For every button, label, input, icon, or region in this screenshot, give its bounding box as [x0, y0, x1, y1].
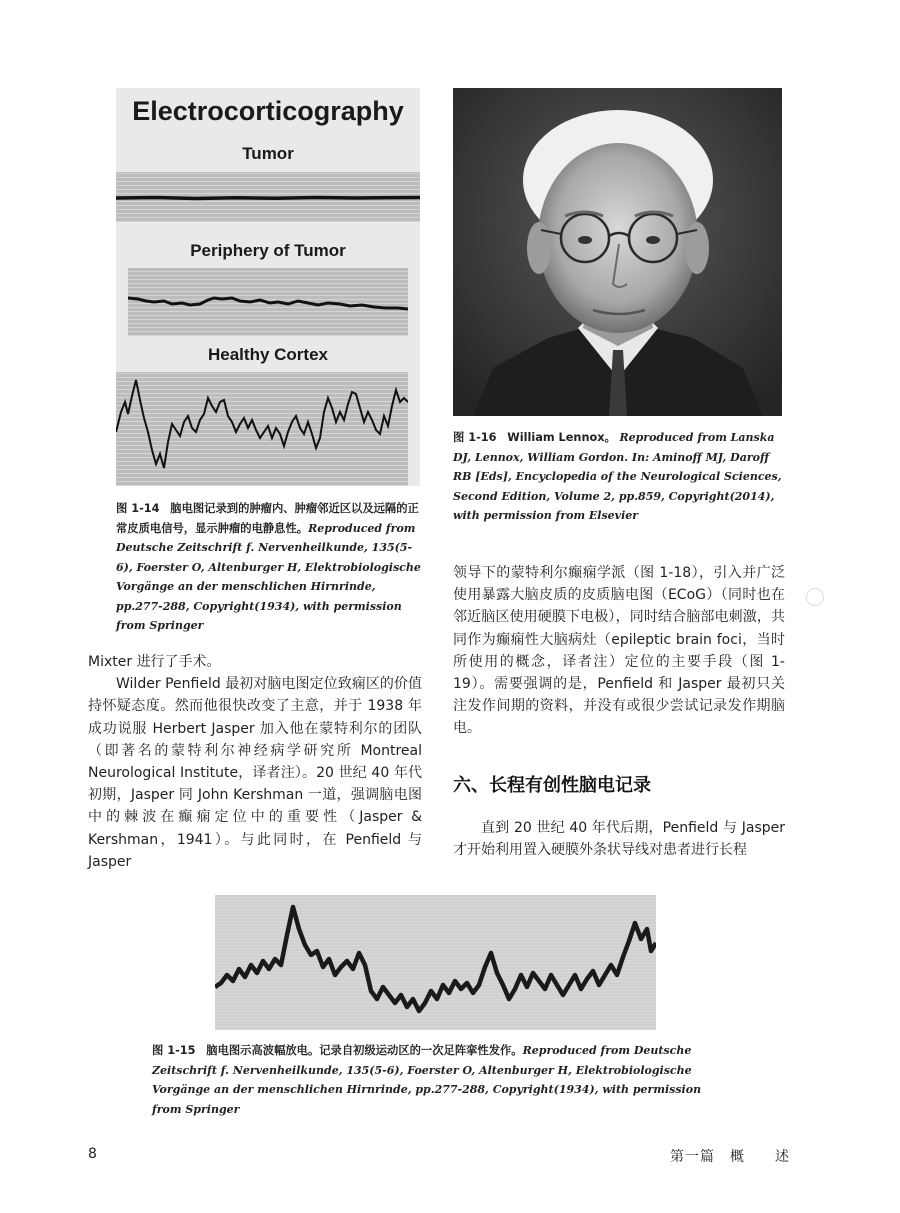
caption-number: 图 1-16	[453, 431, 497, 444]
left-column-text	[88, 651, 422, 873]
paragraph: 领导下的蒙特利尔癫痫学派（图 1-18），引入并广泛使用暴露大脑皮质的皮质脑电图（ECoG）（同时也在邻近脑区使用硬膜下电极），同时结合脑部电刺激，共同作为癫痫性大脑病灶（epileptic brain foci，当时所使用的概念，译者注）定位的主要手段（图 1-19）。需要强调的是，Penfield 和 Jasper 最初只关注发作间期的资料，并没有或很少尝试记录发作期脑电。	[453, 565, 785, 737]
margin-stamp	[806, 588, 824, 606]
caption-subject: William Lennox。	[507, 431, 616, 444]
figure-1-15-eeg-image	[215, 895, 656, 1030]
figure-1-15-caption	[152, 1041, 722, 1119]
right-column-text-2	[453, 817, 785, 861]
page-number: 8	[88, 1146, 97, 1162]
trace-tumor	[116, 172, 420, 222]
paragraph: Mixter 进行了手术。	[88, 654, 221, 670]
trace-periphery-panel	[128, 268, 408, 336]
caption-number: 图 1-15	[152, 1044, 196, 1057]
trace-periphery	[128, 268, 408, 336]
right-column-text	[453, 562, 785, 740]
caption-credit: Reproduced from Deutsche Zeitschrift f. Nervenheilkunde, 135(5-6), Foerster O, Altenburger H, Elektrobiologische Vorgänge an der menschlichen Hirnrinde, pp.277-288, Copyright(1934), with permission from Springer	[152, 1044, 702, 1116]
trace-tumor-panel	[116, 172, 420, 222]
caption-credit: Reproduced from Lanska DJ, Lennox, William Gordon. In: Aminoff MJ, Daroff RB [Eds], Encyclopedia of the Neurological Sciences, Second Edition, Volume 2, pp.859, Copyright(2014), with permission from Elsevier	[453, 431, 782, 522]
caption-text-zh: 脑电图记录到的肿瘤内、肿瘤邻近区以及远隔的正常皮质电信号，显示肿瘤的电静息性。	[116, 502, 419, 535]
eeg-trace	[215, 895, 656, 1030]
section-heading: 六、长程有创性脑电记录	[453, 775, 651, 796]
caption-text-zh: 脑电图示高波幅放电。记录自初级运动区的一次足阵挛性发作。	[206, 1044, 523, 1057]
paragraph: 直到 20 世纪 40 年代后期，Penfield 与 Jasper 才开始利用置入硬膜外条状导线对患者进行长程	[453, 820, 785, 859]
figure-1-16-portrait-photo	[453, 88, 782, 416]
trace-healthy	[116, 372, 408, 486]
caption-credit: Reproduced from Deutsche Zeitschrift f. Nervenheilkunde, 135(5-6), Foerster O, Altenburger H, Elektrobiologische Vorgänge an der menschlichen Hirnrinde, pp.277-288, Copyright(1934), with permission from Springer	[116, 521, 421, 632]
label-healthy-cortex: Healthy Cortex	[208, 345, 328, 364]
figure-1-16-caption	[453, 428, 785, 526]
figure-1-14-ecog-image	[116, 88, 420, 486]
ecog-title: Electrocorticography	[132, 96, 404, 126]
paragraph: Wilder Penfield 最初对脑电图定位致痫区的价值持怀疑态度。然而他很快改变了主意，并于 1938 年成功说服 Herbert Jasper 加入他在蒙特利尔的团队（即著名的蒙特利尔神经病学研究所 Montreal Neurological Institute，译者注）。20 世纪 40 年代初期，Jasper 同 John Kershman 一道，强调脑电图中的棘波在癫痫定位中的重要性（Jasper & Kershman，1941）。与此同时，在 Penfield 与 Jasper	[88, 676, 422, 870]
running-head: 第一篇 概 述	[670, 1149, 790, 1165]
figure-1-14-caption	[116, 499, 422, 636]
trace-healthy-panel	[116, 372, 408, 486]
label-tumor: Tumor	[242, 144, 294, 163]
label-periphery: Periphery of Tumor	[190, 241, 346, 260]
caption-number: 图 1-14	[116, 502, 160, 515]
portrait-image	[453, 88, 782, 416]
